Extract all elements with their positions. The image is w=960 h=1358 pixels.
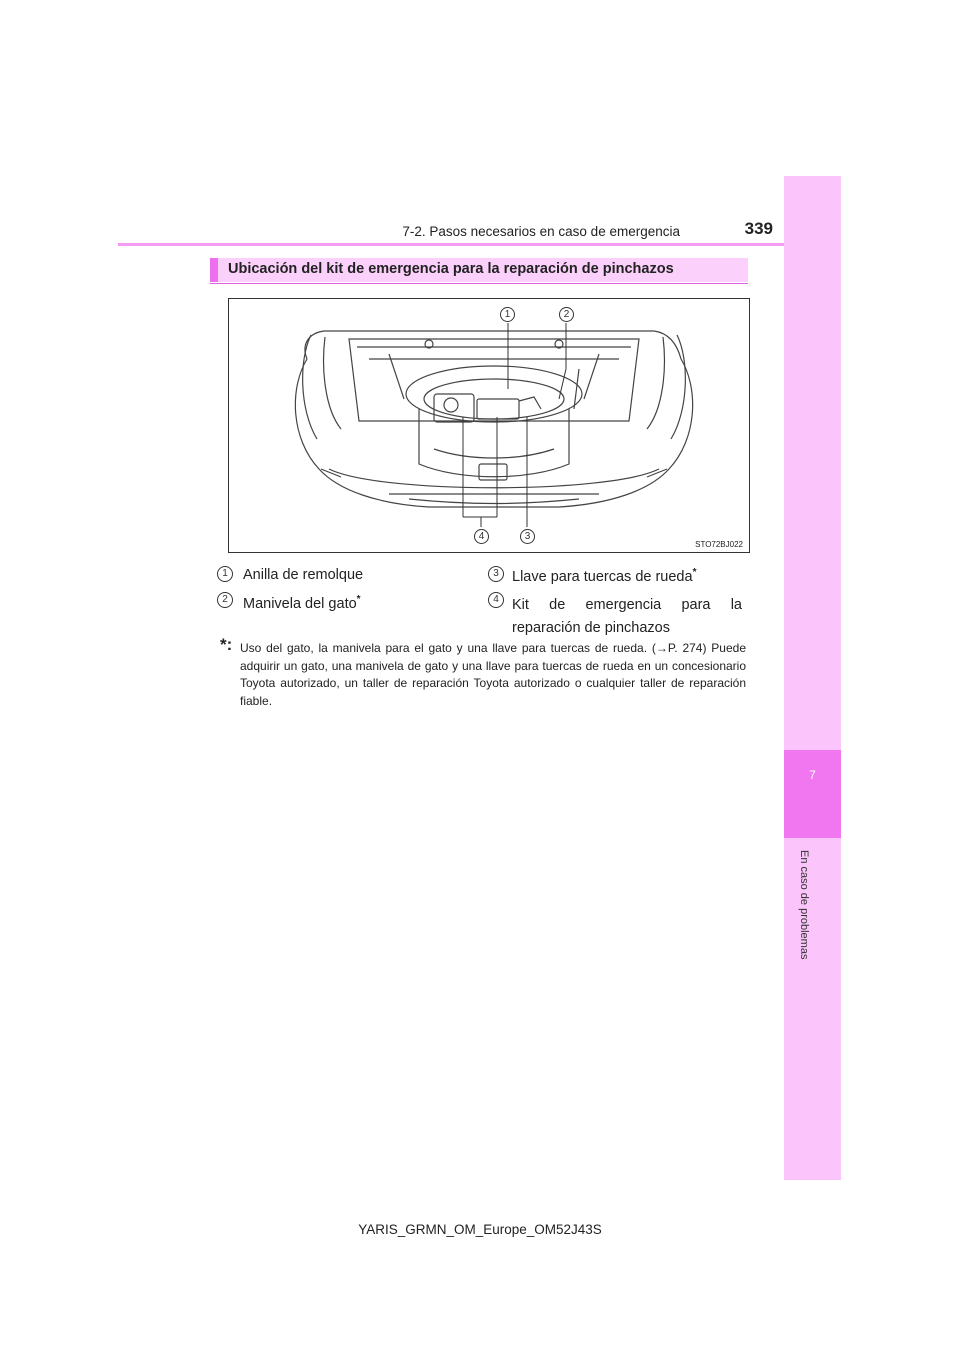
footnote <box>220 635 746 710</box>
heading-underline <box>210 283 748 284</box>
figure-callout-4: 4 <box>474 529 489 544</box>
chapter-number: 7 <box>809 768 816 782</box>
car-trunk-drawing <box>229 299 751 554</box>
legend-item-jack-handle <box>243 594 361 612</box>
figure-code: STO72BJ022 <box>695 540 743 549</box>
legend-item-tow-hook <box>243 567 363 583</box>
legend-item-wheel-nut-wrench <box>512 567 696 585</box>
footnote-marker: *: <box>220 635 233 654</box>
legend-number-3: 3 <box>488 566 504 582</box>
figure-callout-1: 1 <box>500 307 515 322</box>
legend-text: Llave para tuercas de rueda <box>512 569 693 585</box>
asterisk-mark: * <box>356 594 361 605</box>
section-heading-text: Ubicación del kit de emergencia para la reparación de pinchazos <box>228 261 674 277</box>
header-rule <box>118 243 784 246</box>
section-title: 7-2. Pasos necesarios en caso de emergencia <box>402 224 680 239</box>
figure-callout-2: 2 <box>559 307 574 322</box>
legend-text: Kit de emergencia para la reparación de pinchazos <box>512 597 742 636</box>
legend-item-repair-kit <box>512 594 742 640</box>
trunk-illustration <box>228 298 750 553</box>
chapter-number-tab <box>784 750 841 838</box>
legend-text: Manivela del gato <box>243 596 357 612</box>
section-heading <box>210 258 748 282</box>
legend-number-4: 4 <box>488 592 504 608</box>
legend-number-2: 2 <box>217 592 233 608</box>
chapter-side-tab <box>784 176 841 1180</box>
chapter-title-vertical: En caso de problemas <box>798 850 810 960</box>
legend-number-1: 1 <box>217 566 233 582</box>
page-number: 339 <box>744 219 773 238</box>
legend-text: Anilla de remolque <box>243 567 364 583</box>
figure-callout-3: 3 <box>520 529 535 544</box>
footnote-text: Uso del gato, la manivela para el gato y una llave para tuercas de rueda. (→P. 274) Puede adquirir un gato, una manivela de gato y una llave para tuercas de rueda en un concesionario Toyota autorizado, un taller de reparación Toyota autorizado o cualquier taller de reparación fiable. <box>240 641 746 708</box>
asterisk-mark: * <box>692 567 697 578</box>
document-footer: YARIS_GRMN_OM_Europe_OM52J43S <box>358 1222 602 1237</box>
